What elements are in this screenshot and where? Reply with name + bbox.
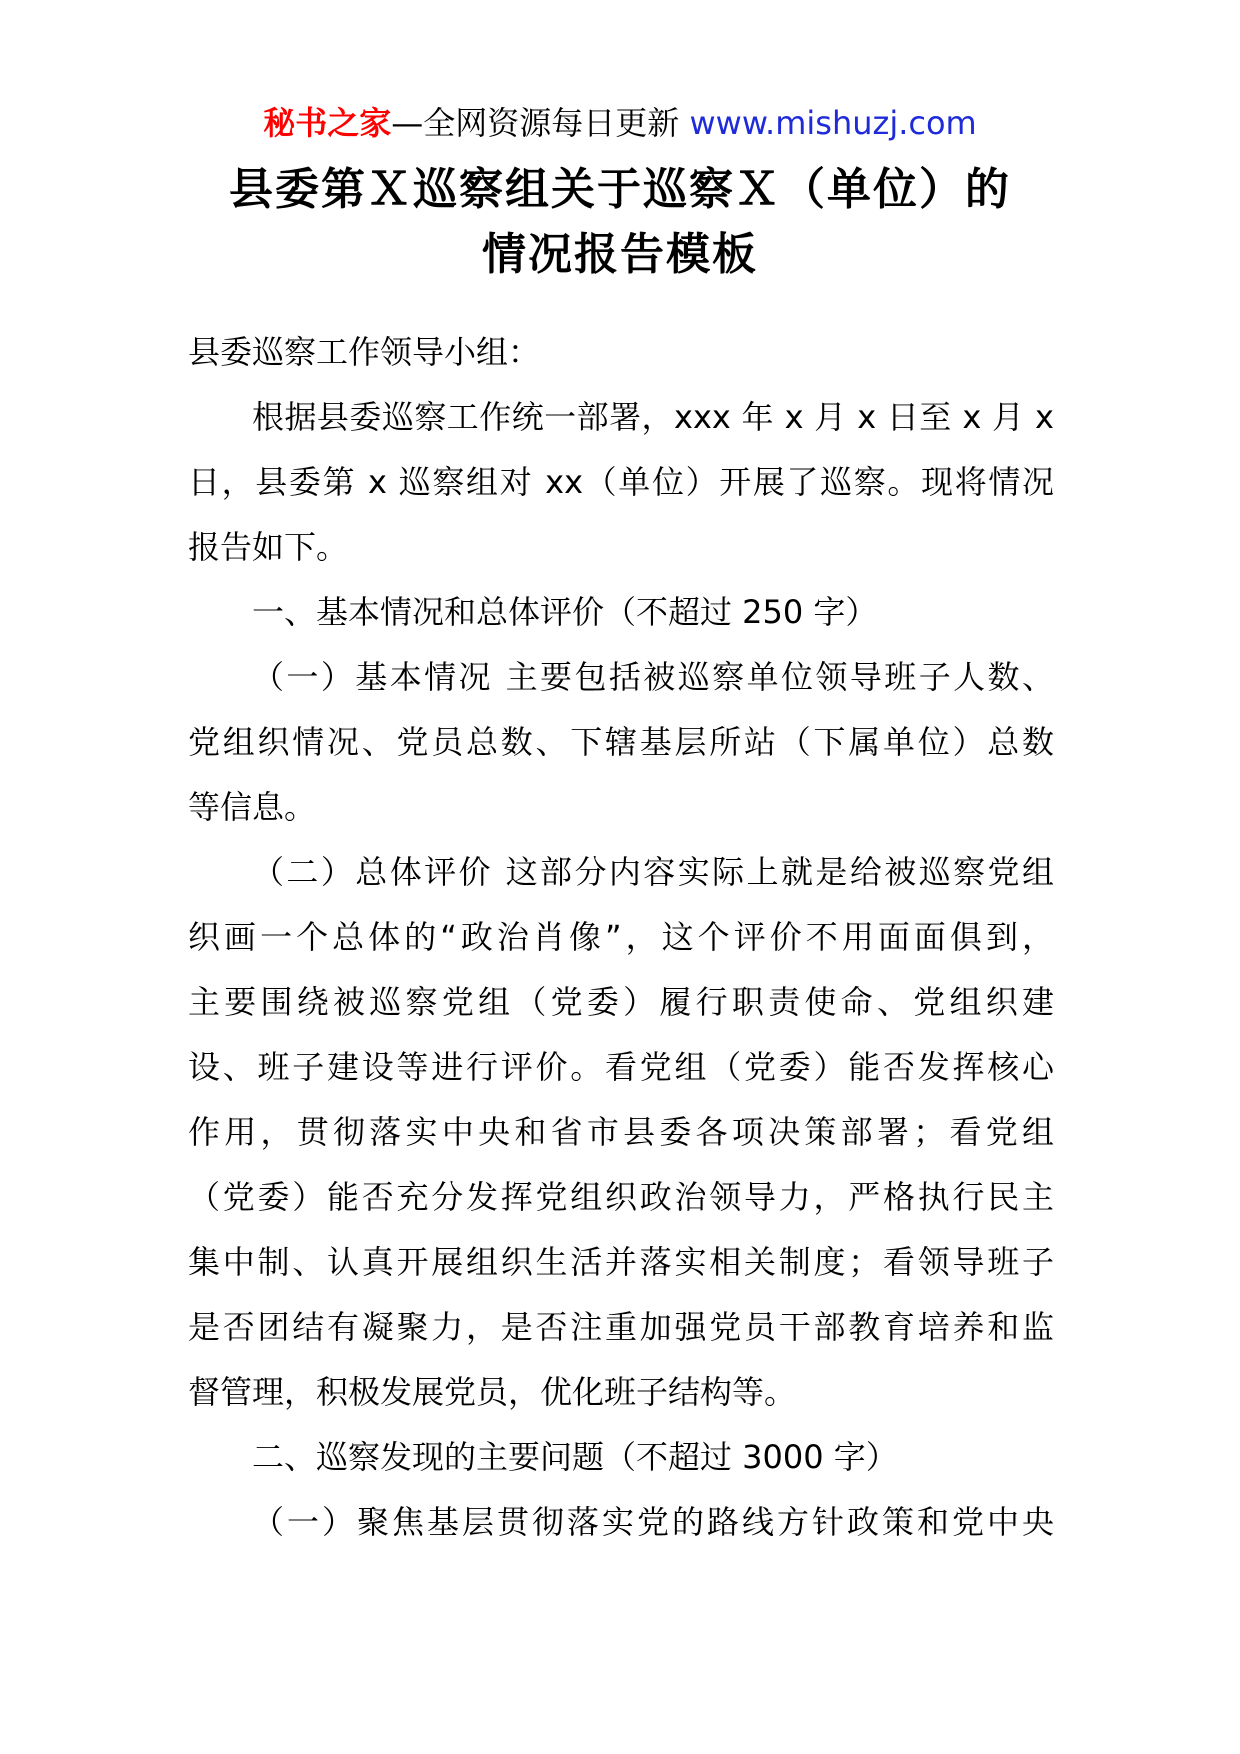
subsection-evaluation-line: 作用，贯彻落实中央和省市县委各项决策部署；看党组	[188, 1113, 1054, 1151]
site-header	[0, 100, 1240, 146]
document-title-line-2: 情况报告模板	[482, 229, 758, 280]
subsection-evaluation-line: 主要围绕被巡察党组（党委）履行职责使命、党组织建	[188, 983, 1054, 1021]
subsection-evaluation-line: （二）总体评价 这部分内容实际上就是给被巡察党组	[252, 853, 1054, 891]
subsection-evaluation-line: 督管理，积极发展党员，优化班子结构等。	[188, 1373, 797, 1411]
subsection-evaluation-line: 织画一个总体的“政治肖像”，这个评价不用面面俱到，	[188, 918, 1054, 956]
brand-name: 秘书之家	[263, 104, 392, 142]
section-heading-1: 一、基本情况和总体评价（不超过 250 字）	[252, 593, 878, 631]
header-slogan: —全网资源每日更新	[391, 104, 680, 142]
section-heading-2: 二、巡察发现的主要问题（不超过 3000 字）	[252, 1438, 898, 1476]
subsection-basic-line: （一）基本情况 主要包括被巡察单位领导班子人数、	[252, 658, 1054, 696]
subsection-basic-line: 党组织情况、党员总数、下辖基层所站（下属单位）总数	[188, 723, 1054, 761]
subsection-basic-line: 等信息。	[188, 788, 317, 826]
document-title-line-1: 县委第Ｘ巡察组关于巡察Ｘ（单位）的	[229, 164, 1011, 215]
website-url[interactable]: www.mishuzj.com	[689, 104, 977, 142]
subsection-evaluation-line: （党委）能否充分发挥党组织政治领导力，严格执行民主	[188, 1178, 1054, 1216]
subsection-evaluation-line: 设、班子建设等进行评价。看党组（党委）能否发挥核心	[188, 1048, 1054, 1086]
paragraph-intro-line: 报告如下。	[188, 528, 349, 566]
paragraph-intro-line: 根据县委巡察工作统一部署，xxx 年 x 月 x 日至 x 月 x	[252, 398, 1054, 436]
subsection-evaluation-line: 是否团结有凝聚力，是否注重加强党员干部教育培养和监	[188, 1308, 1054, 1346]
salutation: 县委巡察工作领导小组：	[188, 333, 541, 371]
subsection-focus-line: （一）聚焦基层贯彻落实党的路线方针政策和党中央	[252, 1503, 1054, 1541]
paragraph-intro-line: 日，县委第 x 巡察组对 xx（单位）开展了巡察。现将情况	[188, 463, 1054, 501]
document-body	[188, 320, 1054, 1555]
subsection-evaluation-line: 集中制、认真开展组织生活并落实相关制度；看领导班子	[188, 1243, 1054, 1281]
